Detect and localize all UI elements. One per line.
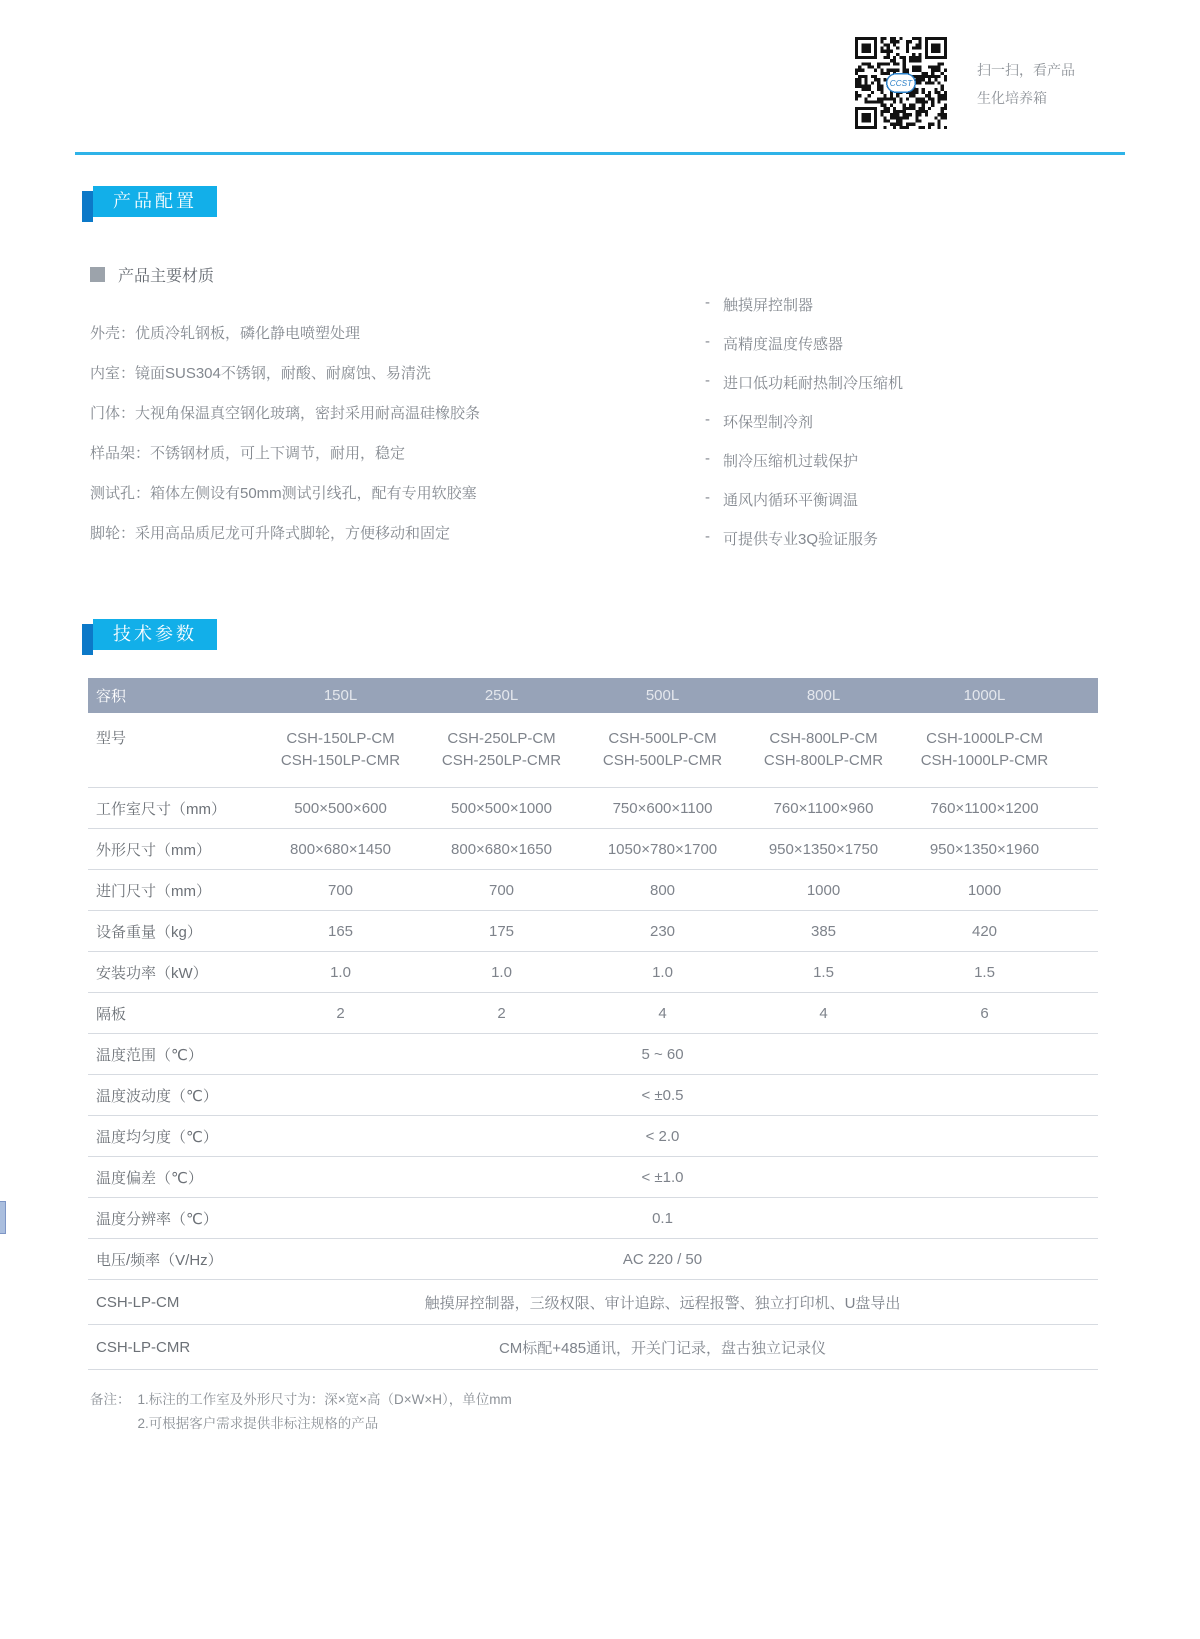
badge-accent-bar <box>82 624 93 655</box>
model-name: CSH-1000LP-CMR <box>920 752 1049 769</box>
table-cell: 500×500×1000 <box>451 799 552 817</box>
table-cell: 4 <box>819 1004 828 1022</box>
dash-bullet: - <box>705 333 710 350</box>
table-row <box>88 829 1098 870</box>
table-cell: 1.0 <box>652 963 673 981</box>
table-cell: 700 <box>327 881 354 899</box>
section-header-product-config <box>82 186 222 222</box>
qr-code <box>855 37 947 129</box>
table-cell <box>260 728 421 772</box>
table-row <box>88 1034 1098 1075</box>
footnote-line: 1.标注的工作室及外形尺寸为：深×宽×高（D×W×H），单位mm <box>137 1392 512 1407</box>
row-label: 设备重量（kg） <box>96 923 202 941</box>
table-cell: 175 <box>488 922 515 940</box>
table-cell <box>743 728 904 772</box>
table-row <box>88 1239 1098 1280</box>
feature-text: 制冷压缩机过载保护 <box>723 453 859 470</box>
row-label: 型号 <box>96 730 127 747</box>
table-row <box>88 788 1098 829</box>
list-item: 脚轮：采用高品质尼龙可升降式脚轮，方便移动和固定 <box>90 525 451 542</box>
table-row <box>88 911 1098 952</box>
table-cell: 触摸屏控制器，三级权限、审计追踪、远程报警、独立打印机、U盘导出 <box>424 1294 901 1312</box>
table-cell: < ±0.5 <box>641 1086 684 1104</box>
row-label: CSH-LP-CM <box>96 1293 180 1311</box>
table-cell: 6 <box>980 1004 989 1022</box>
table-cell: 1050×780×1700 <box>607 840 718 858</box>
column-header: 150L <box>323 687 358 704</box>
feature-text: 环保型制冷剂 <box>723 414 814 431</box>
model-name: CSH-500LP-CM <box>608 730 717 747</box>
list-item: 内室：镜面SUS304不锈钢，耐酸、耐腐蚀、易清洗 <box>90 365 431 382</box>
list-item: 外壳：优质冷轧钢板，磷化静电喷塑处理 <box>90 325 361 342</box>
table-cell: 4 <box>658 1004 667 1022</box>
dash-bullet: - <box>705 489 710 506</box>
table-cell: 230 <box>649 922 676 940</box>
table-cell: 0.1 <box>652 1209 673 1227</box>
table-cell: 700 <box>488 881 515 899</box>
table-cell: 950×1350×1960 <box>929 840 1040 858</box>
model-name: CSH-150LP-CMR <box>280 752 401 769</box>
table-row <box>88 870 1098 911</box>
table-cell: 760×1100×1200 <box>930 799 1039 817</box>
model-name: CSH-800LP-CMR <box>763 752 884 769</box>
materials-heading-label: 产品主要材质 <box>118 268 215 285</box>
table-header-row <box>88 678 1098 713</box>
column-header: 容积 <box>96 688 127 705</box>
row-label: CSH-LP-CMR <box>96 1338 191 1356</box>
badge-accent-bar <box>82 191 93 222</box>
table-cell <box>582 728 743 772</box>
feature-text: 触摸屏控制器 <box>723 297 814 314</box>
row-label: 温度偏差（℃） <box>96 1169 203 1187</box>
dash-bullet: - <box>705 411 710 428</box>
section-title: 产品配置 <box>93 186 217 217</box>
table-cell: 1.0 <box>330 963 351 981</box>
dash-bullet: - <box>705 372 710 389</box>
table-cell: < 2.0 <box>645 1127 680 1145</box>
section-title: 技术参数 <box>93 619 217 650</box>
list-item: 门体：大视角保温真空钢化玻璃，密封采用耐高温硅橡胶条 <box>90 405 481 422</box>
column-header: 1000L <box>963 687 1006 704</box>
list-item <box>705 528 903 567</box>
table-cell: 1000 <box>967 881 1002 899</box>
column-header: 800L <box>806 687 841 704</box>
materials-list <box>90 322 480 562</box>
spec-table <box>88 678 1098 1370</box>
table-cell: 800×680×1650 <box>451 840 552 858</box>
features-list <box>705 294 903 567</box>
footnotes <box>90 1388 512 1436</box>
table-cell: < ±1.0 <box>641 1168 684 1186</box>
table-cell: 500×500×600 <box>294 799 387 817</box>
row-label: 隔板 <box>96 1005 127 1023</box>
list-item: 测试孔：箱体左侧设有50mm测试引线孔，配有专用软胶塞 <box>90 485 477 502</box>
table-row <box>88 1157 1098 1198</box>
feature-text: 高精度温度传感器 <box>723 336 844 353</box>
table-cell: 1.5 <box>974 963 995 981</box>
table-cell: 760×1100×960 <box>773 799 874 817</box>
list-item <box>705 333 903 372</box>
table-cell: 165 <box>327 922 354 940</box>
list-item <box>705 411 903 450</box>
column-header: 250L <box>484 687 519 704</box>
qr-caption-line2: 生化培养箱 <box>977 90 1047 106</box>
model-name: CSH-250LP-CM <box>447 730 556 747</box>
list-item <box>705 450 903 489</box>
square-bullet-icon <box>90 267 105 282</box>
feature-text: 可提供专业3Q验证服务 <box>723 531 879 548</box>
list-item <box>705 294 903 333</box>
table-cell <box>904 728 1065 772</box>
column-header: 500L <box>645 687 680 704</box>
dash-bullet: - <box>705 294 710 311</box>
table-row <box>88 1075 1098 1116</box>
table-cell: 1.0 <box>491 963 512 981</box>
table-row <box>88 1116 1098 1157</box>
list-item: 样品架：不锈钢材质，可上下调节，耐用，稳定 <box>90 445 406 462</box>
qr-caption <box>977 56 1075 112</box>
table-row <box>88 713 1098 788</box>
table-cell: 950×1350×1750 <box>768 840 879 858</box>
table-row <box>88 1280 1098 1325</box>
row-label: 温度分辨率（℃） <box>96 1210 218 1228</box>
model-name: CSH-250LP-CMR <box>441 752 562 769</box>
table-cell: 5 ~ 60 <box>641 1045 684 1063</box>
feature-text: 进口低功耗耐热制冷压缩机 <box>723 375 904 392</box>
table-cell: 800 <box>649 881 676 899</box>
row-label: 温度波动度（℃） <box>96 1087 218 1105</box>
table-cell: CM标配+485通讯，开关门记录，盘古独立记录仪 <box>498 1339 827 1357</box>
table-cell: 2 <box>497 1004 506 1022</box>
table-cell: AC 220 / 50 <box>622 1250 703 1268</box>
table-row <box>88 993 1098 1034</box>
footnote-prefix: 备注： <box>90 1392 131 1407</box>
section-header-tech-params <box>82 619 222 655</box>
table-cell: 800×680×1450 <box>290 840 391 858</box>
list-item <box>705 372 903 411</box>
table-cell: 1.5 <box>813 963 834 981</box>
list-item <box>705 489 903 528</box>
page-edge-marker <box>0 1201 6 1234</box>
model-name: CSH-1000LP-CM <box>926 730 1043 747</box>
table-row <box>88 1198 1098 1239</box>
qr-caption-line1: 扫一扫，看产品 <box>977 62 1075 78</box>
feature-text: 通风内循环平衡调温 <box>723 492 859 509</box>
model-name: CSH-500LP-CMR <box>602 752 723 769</box>
row-label: 温度均匀度（℃） <box>96 1128 218 1146</box>
table-cell: 750×600×1100 <box>612 799 713 817</box>
footnote-line: 2.可根据客户需求提供非标注规格的产品 <box>137 1416 379 1431</box>
row-label: 温度范围（℃） <box>96 1046 203 1064</box>
dash-bullet: - <box>705 528 710 545</box>
dash-bullet: - <box>705 450 710 467</box>
model-name: CSH-800LP-CM <box>769 730 878 747</box>
table-cell: 1000 <box>806 881 841 899</box>
table-cell: 420 <box>971 922 998 940</box>
table-cell: 385 <box>810 922 837 940</box>
table-row <box>88 952 1098 993</box>
qr-logo-text: CCST <box>889 79 913 89</box>
top-divider-rule <box>75 152 1125 155</box>
table-row <box>88 1325 1098 1370</box>
footnote-lines <box>138 1388 512 1436</box>
row-label: 进门尺寸（mm） <box>96 882 211 900</box>
materials-heading <box>90 263 214 286</box>
table-cell <box>421 728 582 772</box>
row-label: 电压/频率（V/Hz） <box>96 1251 223 1269</box>
row-label: 工作室尺寸（mm） <box>96 800 226 818</box>
table-cell: 2 <box>336 1004 345 1022</box>
row-label: 安装功率（kW） <box>96 964 208 982</box>
model-name: CSH-150LP-CM <box>286 730 395 747</box>
row-label: 外形尺寸（mm） <box>96 841 211 859</box>
